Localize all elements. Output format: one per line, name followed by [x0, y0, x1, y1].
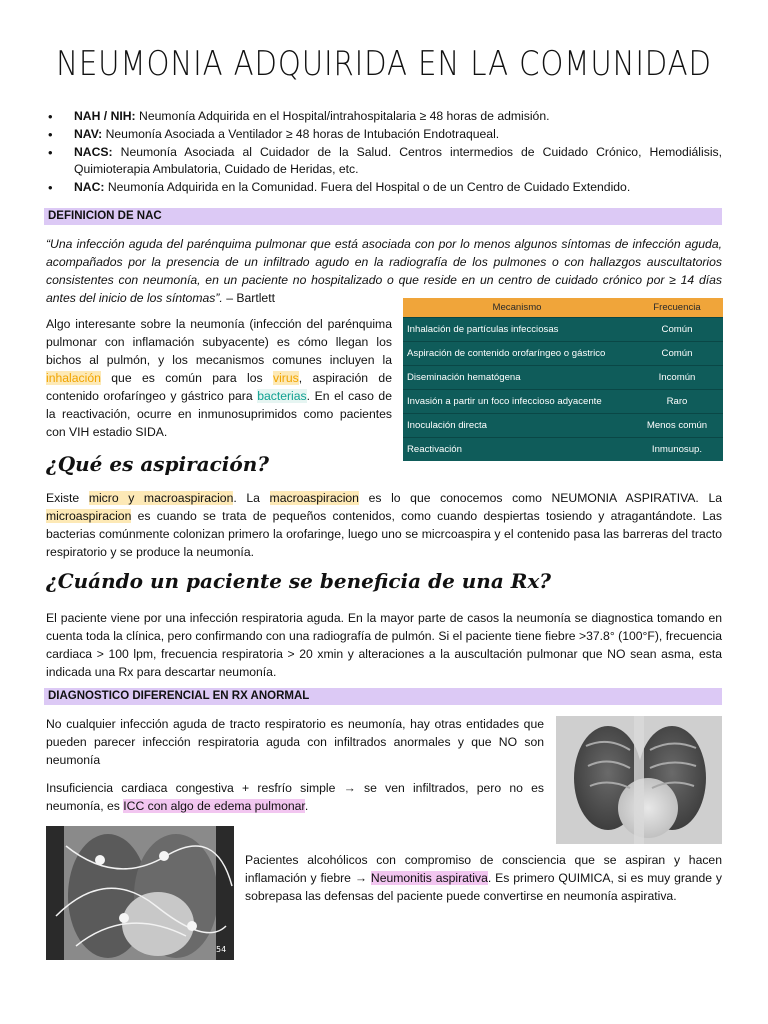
table-header-row	[403, 298, 723, 318]
heading-rx: ¿Cuándo un paciente se beneficia de una Rx?	[46, 569, 552, 593]
list-item: • NAC: Neumonía Adquirida en la Comunidad. Fuera del Hospital o de un Centro de Cuidado Extendido.	[46, 179, 722, 196]
section-header-definicion: DEFINICION DE NAC	[44, 208, 722, 225]
xray-label: 54	[216, 945, 227, 954]
mechanisms-paragraph: Algo interesante sobre la neumonía (infección del parénquima pulmonar con inflamación subyacente) es cómo llegan los bichos al pulmón, y los mecanismos comunes incluyen la inhalación que es común para los virus, aspiración de contenido orofaríngeo y gástrico para bacterias. En el caso de la reactivación, ocurre en inmunosuprimidos como pacientes con VIH estadio SIDA.	[46, 317, 392, 439]
chest-xray-wires-image	[46, 826, 234, 960]
definition-quote: “Una infección aguda del parénquima pulmonar que está asociada con por lo menos algunos síntomas de infección aguda, acompañados por la presencia de un infiltrado agudo en la radiografía de los pulmones o con hallazgos auscultatorios consistentes con neumonía, en un paciente no hospitalizado o que reside en un centro de cuidado crónico por ≥ 14 días antes del inicio de los síntomas”. – Bartlett	[46, 237, 722, 305]
heading-aspiracion: ¿Qué es aspiración?	[46, 452, 269, 476]
table-row: Diseminación hematógena Incomún	[403, 366, 723, 390]
table-row: Invasión a partir un foco infeccioso adyacente Raro	[403, 390, 723, 414]
alcoholic-paragraph: Pacientes alcohólicos con compromiso de consciencia que se aspiran y hacen inflamación y fiebre → Neumonitis aspirativa. Es primero QUIMICA, si es muy grande y sobrepasa las defensas del paciente puede convertirse en neumonía aspirativa.	[245, 853, 722, 903]
table-row: Reactivación Inmunosup.	[403, 438, 723, 462]
table-row: Inhalación de partículas infecciosas Común	[403, 318, 723, 342]
aspiration-paragraph: Existe micro y macroaspiracion. La macroaspiracion es lo que conocemos como NEUMONIA ASPIRATIVA. La microaspiracion es cuando se trata de pequeños contenidos, como cuando despiertas tosiendo y atragantándote. Las bacterias comúnmente colonizan primero la orofaringe, luego uno se micrcoaspira y el contenido pasa las barreras del tracto respiratorio y se produce la neumonía.	[46, 491, 722, 559]
list-item: • NAH / NIH: Neumonía Adquirida en el Hospital/intrahospitalaria ≥ 48 horas de admisión.	[46, 108, 722, 125]
header-frecuencia: Frecuencia	[631, 298, 723, 318]
rx-paragraph: El paciente viene por una infección respiratoria aguda. En la mayor parte de casos la neumonía se diagnostica tomando en cuenta toda la clínica, pero confirmando con una radiografía de pulmón. Si el paciente tiene fiebre >37.8° (100°F), frecuencia cardiaca > 100 lpm, frecuencia respiratoria > 20 xmin y alteraciones a la auscultación pulmonar que NO sean asma, esta indicada una Rx para descartar neumonía.	[46, 611, 722, 679]
section-header-diagnostico: DIAGNOSTICO DIFERENCIAL EN RX ANORMAL	[44, 688, 722, 705]
quote-author: – Bartlett	[222, 291, 275, 305]
icc-paragraph: Insuficiencia cardiaca congestiva + resfrío simple → se ven infiltrados, pero no es neumonía, es ICC con algo de edema pulmonar.	[46, 781, 544, 813]
differential-paragraph: No cualquier infección aguda de tracto respiratorio es neumonía, hay otras entidades que pueden parecer infección respiratoria aguda con infiltrados anormales y que NO son neumonía	[46, 717, 544, 767]
list-item: • NAV: Neumonía Asociada a Ventilador ≥ 48 horas de Intubación Endotraqueal.	[46, 126, 722, 143]
definitions-list	[46, 108, 722, 197]
table-row: Inoculación directa Menos común	[403, 414, 723, 438]
page-title: NEUMONIA ADQUIRIDA EN LA COMUNIDAD	[56, 44, 712, 84]
list-item: • NACS: Neumonía Asociada al Cuidador de la Salud. Centros intermedios de Cuidado Crónico, Hemodiálisis, Quimioterapia Ambulatoria, Cuidado de Heridas, etc.	[46, 144, 722, 178]
chest-xray-image	[556, 716, 722, 844]
header-mecanismo: Mecanismo	[403, 298, 631, 318]
mechanisms-table	[403, 298, 723, 461]
table-row: Aspiración de contenido orofaríngeo o gástrico Común	[403, 342, 723, 366]
